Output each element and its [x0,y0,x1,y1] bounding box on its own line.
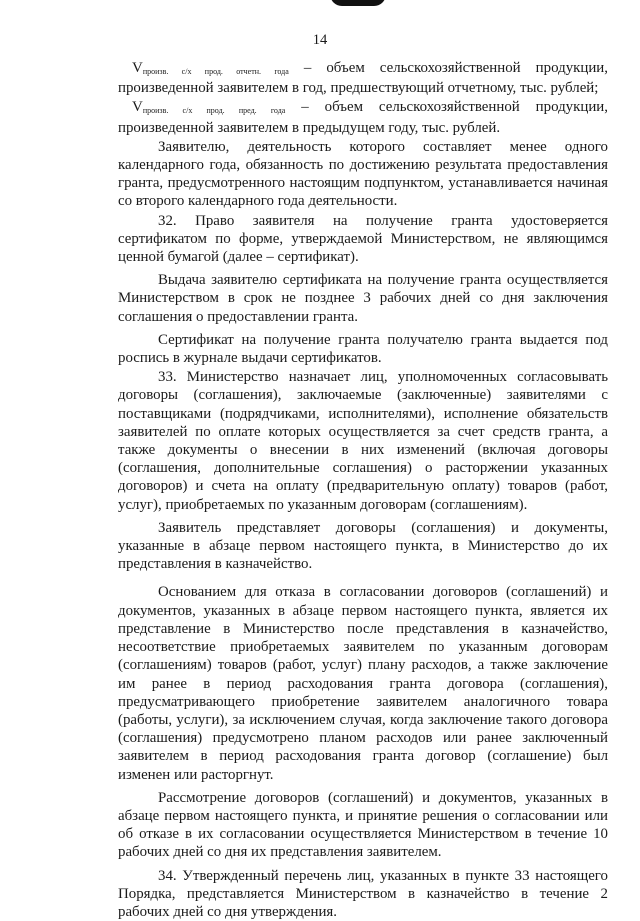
paragraph-review-period: Рассмотрение договоров (соглашений) и документов, указанных в абзаце первом настоящего пункта, и принятие решения о согласовании или об отказе в их согласовании осуществляется Министерством в течение 10 рабочих дней со дня их представления заявителем. [118,789,608,861]
formula-subscript: произв. с/х прод. пред. года [142,106,286,116]
paragraph-clause-32: 32. Право заявителя на получение гранта удостоверяется сертификатом по форме, утверждаемой Министерством, не являющимся ценной бумагой (далее – сертификат). [118,212,608,266]
formula-text: – объем сельскохозяйственной продукции, произведенной заявителем в предыдущем году, тыс. рублей. [118,99,608,136]
paragraph-certificate-receipt: Сертификат на получение гранта получателю гранта выдается под роспись в журнале выдачи сертификатов. [118,331,608,367]
paragraph-contracts-submission: Заявитель представляет договоры (соглашения) и документы, указанные в абзаце первом настоящего пункта, в Министерство до их представления в казначейство. [118,519,608,573]
scan-artifact [330,0,386,6]
formula-symbol: V [132,60,143,76]
formula-subscript: произв. с/х прод. отчетн. года [142,67,289,76]
formula-definition-current-year [118,59,608,97]
paragraph-certificate-issue: Выдача заявителю сертификата на получение гранта осуществляется Министерством в срок не позднее 3 рабочих дней со дня заключения соглашения о предоставлении гранта. [118,272,608,325]
formula-text: – объем сельскохозяйственной продукции, произведенной заявителем в год, предшествующий отчетному, тыс. рублей; [118,60,608,97]
paragraph-clause-33: 33. Министерство назначает лиц, уполномоченных согласовывать договоры (соглашения), заключаемые (заключенные) заявителями с поставщиками (подрядчиками, исполнителями), исполнение обязательств заявителей по оплате которых осуществляется за счет средств гранта, а также документы о внесении в них изменений (включая договоры (соглашения, дополнительные соглашения) о расторжении указанных договоров) и счета на оплату (предварительную оплату) товаров (работ, услуг), приобретаемых по указанным договорам (соглашениям). [118,369,608,513]
formula-definition-previous-year [118,98,608,136]
paragraph-first-year-note: Заявителю, деятельность которого составляет менее одного календарного года, обязанность по достижению результата предоставления гранта, предусмотренного настоящим подпунктом, устанавливается начиная со второго календарного года деятельности. [118,138,608,210]
page-number: 14 [312,32,328,48]
formula-symbol: V [132,99,143,116]
paragraph-refusal-grounds: Основанием для отказа в согласовании договоров (соглашений) и документов, указанных в абзаце первом настоящего пункта, является их представление в Министерство после представления в казначейство, несоответствие приобретаемых заявителем по указанным договорам (соглашениям) товаров (работ, услуг) плану расходов, а также заключение им ранее в период расходования гранта договора (соглашения), предусматривающего приобретение заявителем аналогичного товара (работы, услуги), за исключением случая, когда заключение такого договора (соглашения) предусмотрено планом расходов или ранее заключенный заявителем в период расходования гранта договор (соглашение) был изменен или расторгнут. [118,584,608,783]
document-body [118,59,608,921]
paragraph-clause-34: 34. Утвержденный перечень лиц, указанных в пункте 33 настоящего Порядка, представляется Министерством в казначейство в течение 2 рабочих дней со дня утверждения. [118,867,608,920]
